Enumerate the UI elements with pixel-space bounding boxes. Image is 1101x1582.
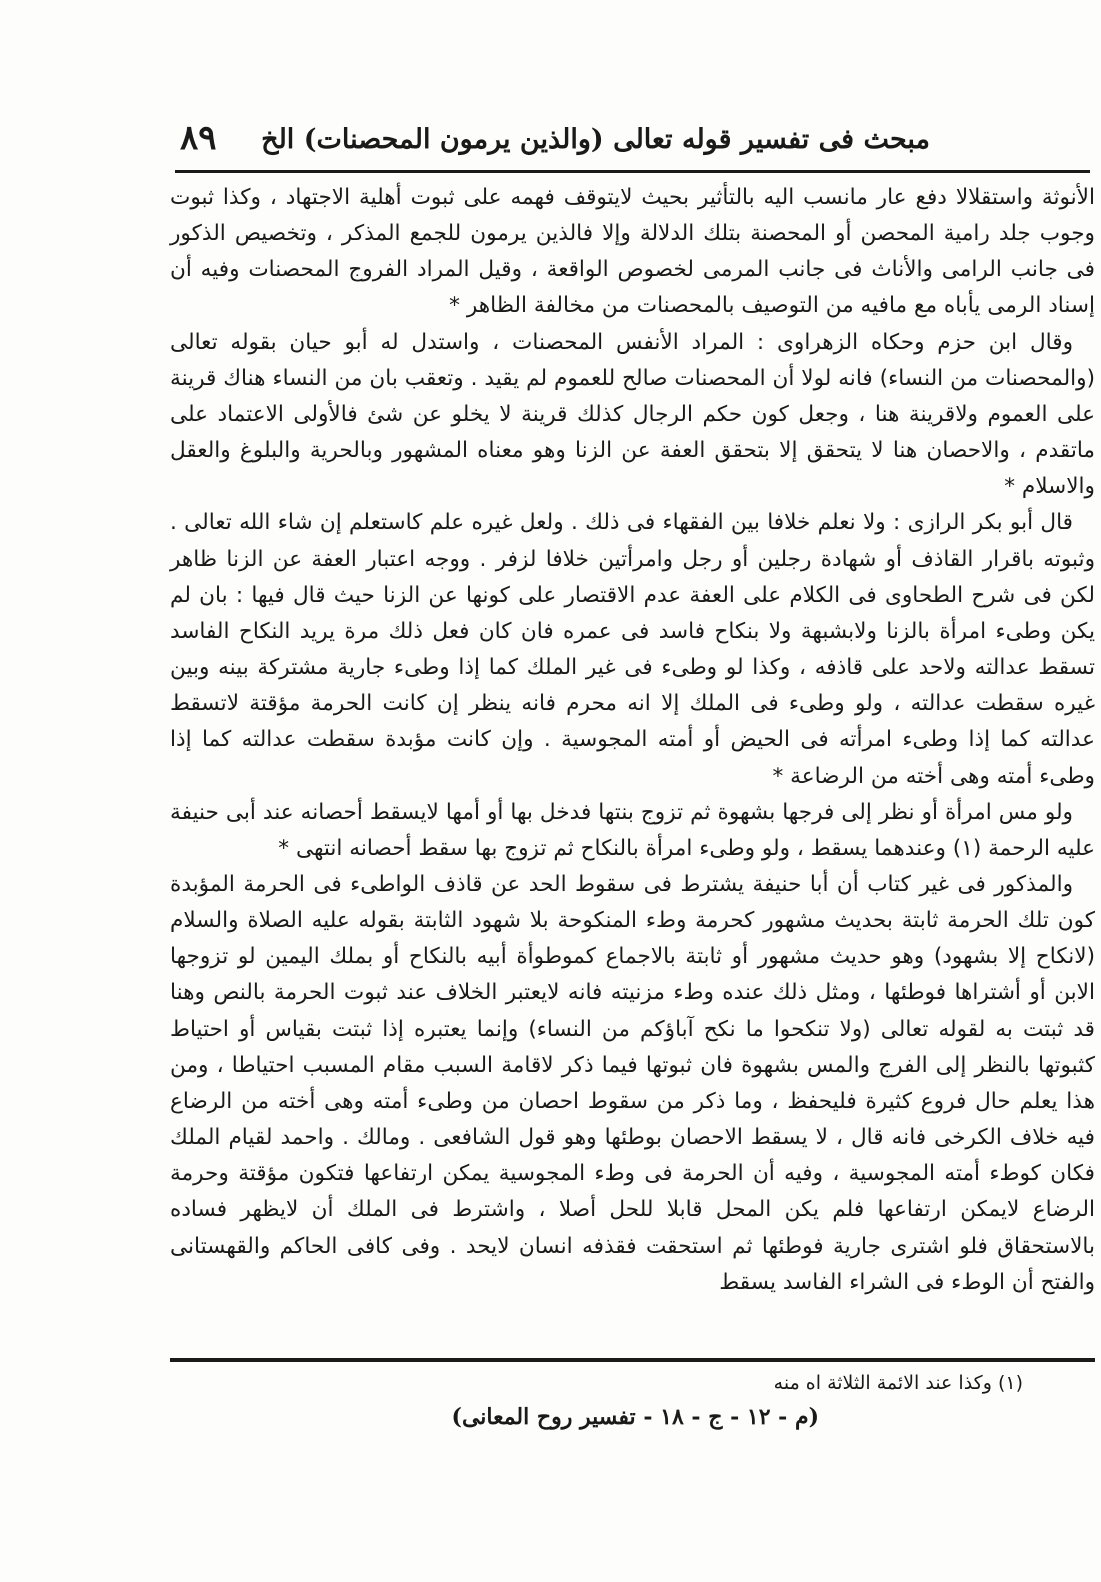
header-rule — [175, 170, 1090, 173]
paragraph: وقال ابن حزم وحكاه الزهراوى : المراد الأنفس المحصنات ، واستدل له أبو حيان بقوله تعالى (والمحصنات من النساء) فانه لولا أن المحصنات صالح للعموم لم يقيد . وتعقب بان من النساء هناك قرينة على العموم ولاقرينة هنا ، وجعل كون حكم الرجال كذلك قرينة لا يخلو عن شئ فالأولى الاعتماد على ماتقدم ، والاحصان هنا لا يتحقق إلا بتحقق العفة عن الزنا وهو معناه المشهور وبالحرية والبلوغ والعقل والاسلام * — [170, 329, 1095, 500]
footnote-rule — [170, 1358, 1095, 1362]
printer-signature: (م - ١٢ - ج - ١٨ - تفسير روح المعانى) — [451, 1404, 819, 1430]
page-header — [180, 118, 1040, 168]
paragraph: والمذكور فى غير كتاب أن أبا حنيفة يشترط فى سقوط الحد عن قاذف الواطىء فى الحرمة المؤبدة كون تلك الحرمة ثابتة بحديث مشهور كحرمة وطء المنكوحة بلا شهود الثابتة بقوله عليه الصلاة والسلام (لانكاح إلا بشهود) وهو حديث مشهور أو ثابتة بالاجماع كموطوأة أبيه بالنكاح أو بملك اليمين لو تزوجها الابن أو أشتراها فوطئها ، ومثل ذلك عنده وطء مزنيته فانه لايعتبر الخلاف عند ثبوت الحرمة بالنص وهنا قد ثبتت به لقوله تعالى (ولا تنكحوا ما نكح آباؤكم من النساء) وإنما يعتبره إذا ثبتت بقياس أو احتياط كثبوتها بالنظر إلى الفرج والمس بشهوة فان ثبوتها فيما ذكر لاقامة السبب مقام المسبب احتياطا ، ومن هذا يعلم حال فروع كثيرة فليحفظ ، وما ذكر من سقوط احصان من وطىء أمته وهى أخته من الرضاع فيه خلاف الكرخى فانه قال ، لا يسقط الاحصان بوطئها وهو قول الشافعى . ومالك . واحمد لقيام الملك فكان كوطء أمته المجوسية ، وفيه أن الحرمة فى وطء المجوسية يمكن ارتفاعها فتكون مؤقتة وحرمة الرضاع لايمكن ارتفاعها فلم يكن المحل قابلا للحل أصلا ، واشترط فى الملك أن لايظهر فساده بالاستحقاق فلو اشترى جارية فوطئها ثم استحقت فقذفه انسان لايحد . وفى كافى الحاكم والقهستانى والفتح أن الوطء فى الشراء الفاسد يسقط — [170, 871, 1095, 1295]
paragraph: ولو مس امرأة أو نظر إلى فرجها بشهوة ثم تزوج بنتها فدخل بها أو أمها لايسقط أحصانه عند أبى حنيفة عليه الرحمة (١) وعندهما يسقط ، ولو وطىء امرأة بالنكاح ثم تزوج بها سقط أحصانه انتهى * — [170, 799, 1095, 861]
main-text — [170, 180, 1095, 1301]
paragraph: قال أبو بكر الرازى : ولا نعلم خلافا بين الفقهاء فى ذلك . ولعل غيره علم كاستعلم إن شاء الله تعالى . وثبوته باقرار القاذف أو شهادة رجلين أو رجل وامرأتين خلافا لزفر . ووجه اعتبار العفة عن الزنا ظاهر لكن فى شرح الطحاوى فى الكلام على العفة عدم الاقتصار على كونها عن الزنا حيث قال فيها : بان لم يكن وطىء امرأة بالزنا ولابشبهة ولا بنكاح فاسد فى عمره فان كان فعل ذلك مرة يريد النكاح الفاسد تسقط عدالته ولاحد على قاذفه ، وكذا لو وطىء فى غير الملك كما إذا وطىء جارية مشتركة بينه وبين غيره سقطت عدالته ، ولو وطىء فى الملك إلا انه محرم فانه ينظر إن كانت الحرمة مؤقتة لاتسقط عدالته كما إذا وطىء امرأته فى الحيض أو أمته المجوسية . وإن كانت مؤبدة سقطت عدالته كما إذا وطىء أمته وهى أخته من الرضاعة * — [170, 510, 1095, 789]
page-number: ٨٩ — [180, 118, 217, 158]
paragraph: الأنوثة واستقلالا دفع عار مانسب اليه بالتأثير بحيث لايتوقف فهمه على ثبوت أهلية الاجتهاد ، وكذا ثبوت وجوب جلد رامية المحصن أو المحصنة بتلك الدلالة وإلا فالذين يرمون للجمع المذكر ، وتخصيص الذكور فى جانب الرامى والأناث فى جانب المرمى لخصوص الواقعة ، وقيل المراد الفروج المحصنات وفيه أن إسناد الرمى يأباه مع مافيه من التوصيف بالمحصنات من مخالفة الظاهر * — [170, 185, 1095, 319]
footnote: (١) وكذا عند الائمة الثلاثة اه منه — [773, 1372, 1023, 1394]
running-title: مبحث فى تفسير قوله تعالى (والذين يرمون المحصنات) الخ — [261, 124, 930, 155]
